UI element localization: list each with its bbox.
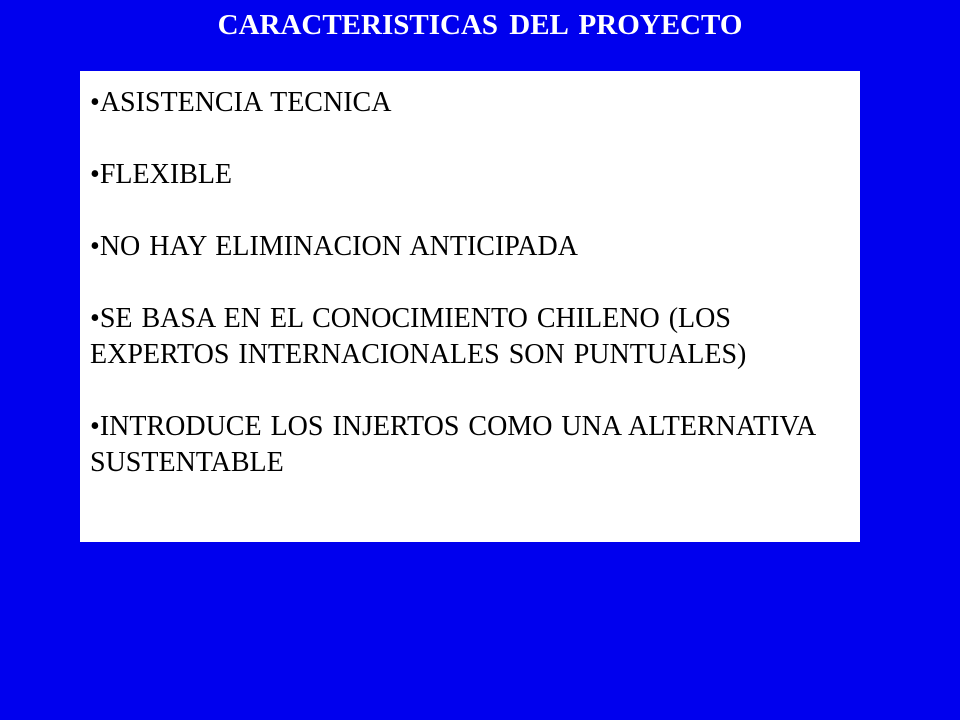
bullet-text: INTRODUCE LOS INJERTOS COMO UNA ALTERNATIVA SUSTENTABLE [90, 411, 815, 478]
bullet-dot-icon: • [90, 231, 100, 262]
bullet-text: ASISTENCIA TECNICA [99, 87, 392, 118]
bullet-item [90, 301, 850, 373]
bullet-dot-icon: • [90, 159, 100, 190]
slide-title: CARACTERISTICAS DEL PROYECTO [217, 9, 743, 41]
bullet-list [90, 85, 850, 481]
bullet-text: NO HAY ELIMINACION ANTICIPADA [99, 231, 578, 262]
bullet-dot-icon: • [90, 411, 100, 442]
bullet-item [90, 229, 850, 265]
bullet-dot-icon: • [90, 87, 100, 118]
bullet-dot-icon: • [90, 303, 100, 334]
bullet-item [90, 157, 850, 193]
bullet-text: SE BASA EN EL CONOCIMIENTO CHILENO (LOS EXPERTOS INTERNACIONALES SON PUNTUALES) [90, 303, 747, 370]
bullet-text: FLEXIBLE [99, 159, 233, 190]
bullet-item [90, 409, 850, 481]
bullet-item [90, 85, 850, 121]
content-box [80, 71, 860, 542]
